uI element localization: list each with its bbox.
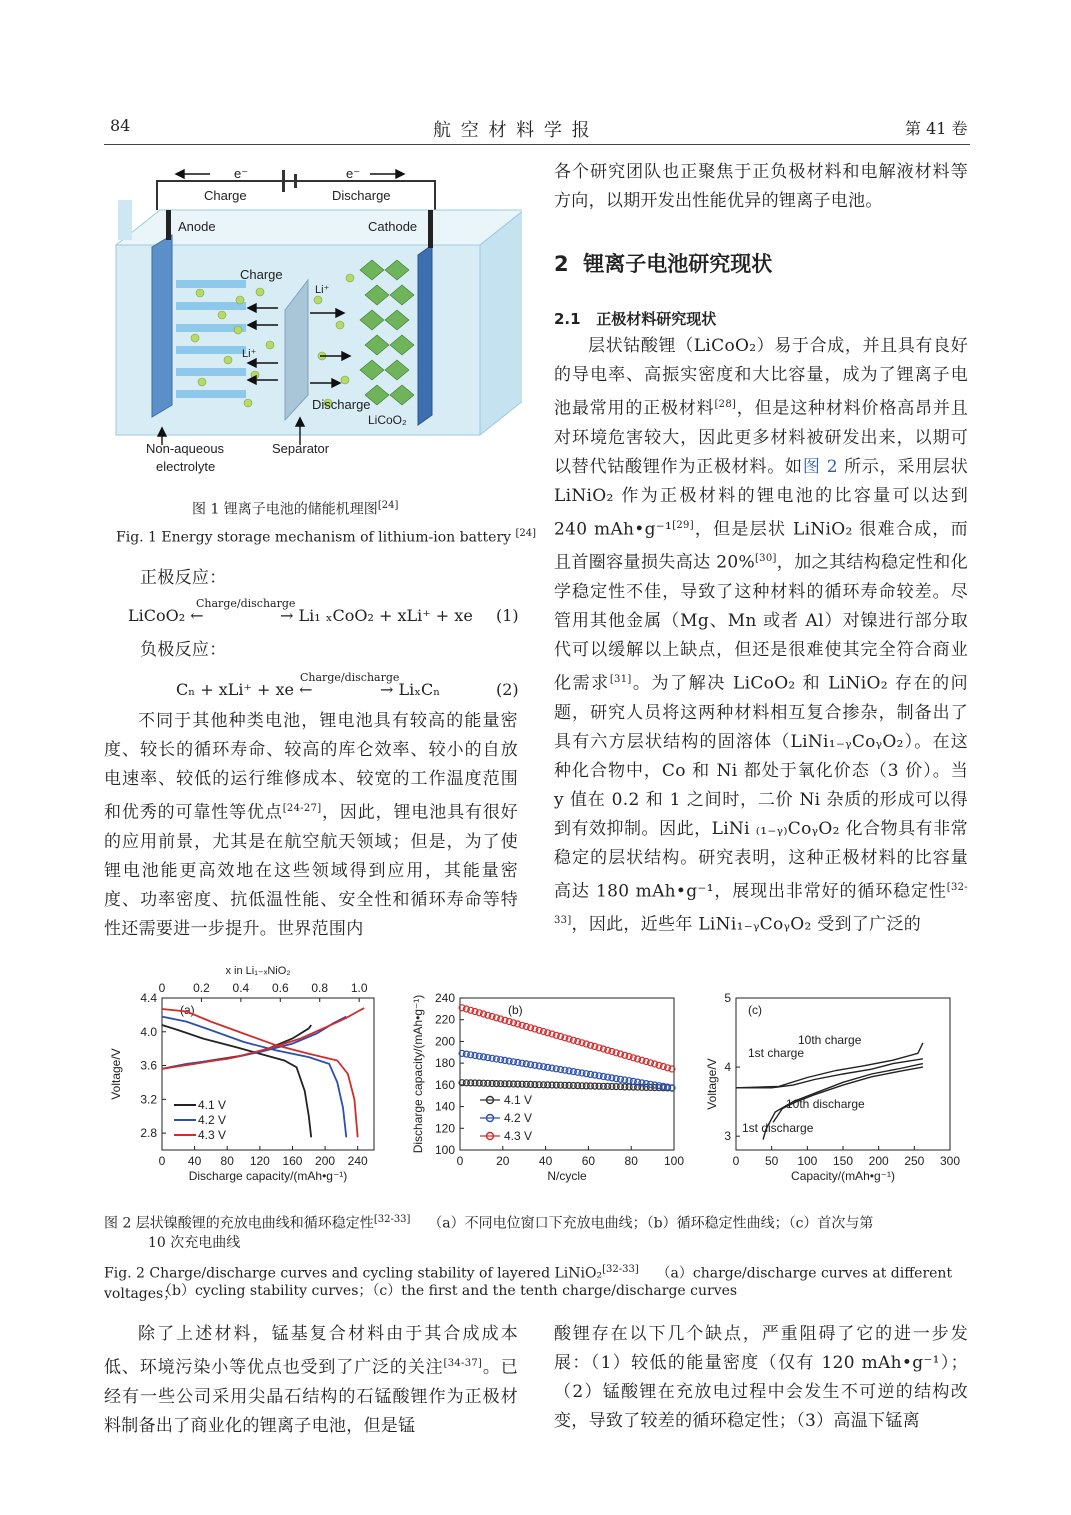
figure2-caption-en-line2: （b）cycling stability curves；（c）the first and the tenth charge/discharge curves — [158, 1283, 738, 1299]
right-paragraph: 层状钴酸锂（LiCoO₂）易于合成，并且具有良好的导电率、高振实密度和大比容量，成为了锂离子电池最常用的正极材料[28]，但是这种材料价格高昂并且对环境危害较大，因此更多材料被研发出来，以期可以替代钴酸锂作为正极材料。如图 2 所示，采用层状 LiNiO₂ 作为正极材料的锂电池的比容量可以达到 240 mAh•g⁻¹[29]，但是层状 LiNiO₂ 很难合成，而且首圈容量损失高达 20%[30]，加之其结构稳定性和化学稳定性不佳，导致了这种材料的循环寿命较差。尽管用其他金属（Mg、Mn 或者 Al）对镍进行部分取代可以缓解以上缺点，但还是很难使其完全符合商业化需求[31]。为了解决 LiCoO₂ 和 LiNiO₂ 存在的问题，研究人员将这两种材料相互复合掺杂，制备出了具有六方层状结构的固溶体（LiNi₁₋ᵧCoᵧO₂）。在这种化合物中，Co 和 Ni 都处于氧化价态（3 价）。当 y 值在 0.2 和 1 之间时，二价 Ni 杂质的形成可以得到有效抑制。因此，LiNi ₍₁₋ᵧ₎CoᵧO₂ 化合物具有非常稳定的层状结构。研究表明，这种正极材料的比容量高达 180 mAh•g⁻¹，展现出非常好的循环稳定性[32-33]，因此，近些年 LiNi₁₋ᵧCoᵧO₂ 受到了广泛的 — [554, 336, 968, 935]
equation-2-over: Charge/discharge — [300, 671, 400, 684]
fig1-charge-inner: Charge — [240, 267, 283, 282]
legend-label: 4.1 V — [504, 1093, 533, 1107]
equation-2-rhs: → LiₓCₙ — [380, 680, 441, 699]
journal-title: 航 空 材 料 学 报 — [433, 120, 592, 141]
y-axis-label: Voltage/V — [109, 1048, 123, 1100]
header-rule — [104, 144, 970, 145]
legend-label: 4.2 V — [504, 1111, 533, 1125]
top-tick-label: 0.6 — [271, 981, 289, 995]
equation-2-lhs: Cₙ + xLi⁺ + xe ← — [176, 680, 313, 699]
y-tick-label: 3.6 — [140, 1058, 157, 1073]
left-paragraph-1: 不同于其他种类电池，锂电池具有较高的能量密度、较长的循环寿命、较高的库仑效率、较小的自放电速率、较低的运行维修成本、较宽的工作温度范围和优秀的可靠性等优点[24-27]，因此，锂电池具有很好的应用前景，尤其是在航空航天领域；但是，为了使锂电池能更高效地在这些领域得到应用，其能量密度、功率密度、抗低温性能、安全性和循环寿命等特性还需要进一步提升。世界范围内 — [104, 711, 518, 939]
y-tick-label: 2.8 — [140, 1126, 157, 1141]
x-tick-label: 200 — [868, 1154, 889, 1168]
x-tick-label: 200 — [315, 1154, 336, 1168]
fig1-electrolyte-2: electrolyte — [156, 459, 216, 474]
annotation-label: 10th charge — [798, 1033, 862, 1047]
fig1-e-right: e⁻ — [346, 166, 361, 181]
fig1-li-right: Li⁺ — [315, 284, 330, 296]
x-tick-label: 60 — [581, 1154, 596, 1168]
series-line — [773, 1067, 923, 1122]
x-tick-label: 0 — [158, 1154, 166, 1168]
x-axis-label: N/cycle — [547, 1169, 587, 1183]
panel-label: (c) — [748, 1003, 762, 1017]
annotation-label: 10th discharge — [786, 1097, 865, 1111]
right-intro: 各个研究团队也正聚焦于正负极材料和电解液材料等方向，以期开发出性能优异的锂离子电池。 — [554, 162, 968, 211]
plot-frame — [460, 998, 674, 1150]
x-tick-label: 100 — [663, 1154, 685, 1168]
fig1-electrolyte-1: Non-aqueous — [146, 441, 225, 456]
x-tick-label: 40 — [538, 1154, 553, 1168]
volume-label: 第 41 卷 — [905, 119, 968, 138]
y-tick-label: 4.0 — [140, 1024, 157, 1039]
plot-frame — [162, 998, 374, 1150]
x-tick-label: 0 — [732, 1154, 740, 1168]
figure-2-link[interactable]: 图 2 — [802, 456, 838, 477]
y-tick-label: 3 — [724, 1129, 731, 1144]
top-tick-label: 0.2 — [193, 981, 210, 995]
x-tick-label: 20 — [496, 1154, 510, 1168]
x-tick-label: 150 — [832, 1154, 854, 1168]
page-number: 84 — [110, 116, 131, 135]
legend-label: 4.2 V — [198, 1113, 227, 1127]
chart-panel-b — [411, 991, 684, 1183]
y-tick-label: 5 — [724, 991, 731, 1005]
y-tick-label: 4 — [724, 1060, 731, 1075]
subsection-heading: 2.1 正极材料研究现状 — [554, 310, 717, 328]
panel-label: (a) — [180, 1003, 195, 1017]
section-heading: 2 锂离子电池研究现状 — [554, 252, 773, 276]
x-tick-label: 80 — [624, 1154, 638, 1168]
y-tick-label: 200 — [434, 1034, 455, 1049]
equation-1-number: (1) — [496, 606, 519, 625]
y-tick-label: 220 — [434, 1012, 455, 1027]
cathode-reaction-label: 正极反应： — [140, 568, 227, 588]
figure2-charts — [104, 960, 970, 1200]
y-tick-label: 120 — [434, 1121, 455, 1136]
x-tick-label: 120 — [249, 1154, 270, 1168]
y-tick-label: 160 — [434, 1077, 455, 1092]
fig1-anode: Anode — [178, 219, 216, 234]
fig1-licoo2: LiCoO₂ — [368, 413, 407, 427]
equation-1-over: Charge/discharge — [196, 597, 296, 610]
equation-1-lhs: LiCoO₂ ← — [128, 606, 204, 625]
fig1-cathode: Cathode — [368, 219, 418, 234]
chart-panel-c — [705, 991, 960, 1183]
legend-label: 4.1 V — [198, 1098, 227, 1112]
top-tick-label: 0.8 — [311, 981, 329, 995]
bottom-right-paragraph: 酸锂存在以下几个缺点，严重阻碍了它的进一步发展：（1）较低的能量密度（仅有 120 mAh•g⁻¹）；（2）锰酸锂在充放电过程中会发生不可逆的结构改变，导致了较差的循环稳定性；（3）高温下锰离 — [554, 1324, 968, 1431]
x-tick-label: 100 — [797, 1154, 818, 1168]
fig1-e-left: e⁻ — [234, 166, 249, 181]
y-tick-label: 4.4 — [140, 991, 157, 1005]
x-tick-label: 50 — [764, 1154, 779, 1168]
fig1-separator: Separator — [272, 441, 330, 456]
y-tick-label: 240 — [434, 991, 455, 1005]
x-tick-label: 0 — [456, 1154, 464, 1168]
legend-label: 4.3 V — [504, 1129, 533, 1143]
fig1-charge-top: Charge — [204, 188, 247, 203]
x-tick-label: 300 — [939, 1154, 961, 1168]
annotation-label: 1st discharge — [742, 1121, 814, 1135]
y-tick-label: 180 — [434, 1056, 455, 1071]
x-axis-label: Discharge capacity/(mAh•g⁻¹) — [188, 1169, 348, 1183]
y-tick-label: 3.2 — [140, 1092, 157, 1107]
bottom-left-paragraph: 除了上述材料，锰基复合材料由于其合成成本低、环境污染小等优点也受到了广泛的关注[34-37]。已经有一些公司采用尖晶石结构的石锰酸锂作为正极材料制备出了商业化的锂离子电池，但是锰 — [104, 1324, 518, 1436]
annotation-label: 1st charge — [748, 1046, 805, 1060]
top-tick-label: 1.0 — [350, 981, 368, 995]
figure1-caption-cn: 图 1 锂离子电池的储能机理图[24] — [192, 500, 399, 518]
x-tick-label: 40 — [187, 1154, 202, 1168]
x-tick-label: 240 — [347, 1154, 368, 1168]
figure2-caption-cn: 图 2 层状镍酸锂的充放电曲线和循环稳定性[32-33] （a）不同电位窗口下充放电曲线；（b）循环稳定性曲线；（c）首次与第 — [104, 1214, 874, 1232]
chart-panel-a — [109, 965, 374, 1183]
y-tick-label: 140 — [434, 1099, 455, 1114]
figure1-caption-en: Fig. 1 Energy storage mechanism of lithium-ion battery [24] — [116, 528, 537, 546]
x-tick-label: 250 — [904, 1154, 925, 1168]
equation-1-rhs: → Li₁ ₓCoO₂ + xLi⁺ + xe — [280, 606, 473, 625]
legend-label: 4.3 V — [198, 1128, 227, 1142]
series-line — [736, 1059, 923, 1088]
top-axis-label: x in Li₁₋ₓNiO₂ — [225, 965, 291, 977]
anode-reaction-label: 负极反应： — [140, 640, 227, 660]
figure1-battery-diagram — [110, 160, 522, 480]
top-tick-label: 0 — [158, 981, 166, 995]
fig1-discharge-inner: Discharge — [312, 397, 371, 412]
x-tick-label: 160 — [282, 1154, 303, 1168]
x-tick-label: 80 — [220, 1154, 234, 1168]
equation-2-number: (2) — [496, 680, 519, 699]
x-axis-label: Capacity/(mAh•g⁻¹) — [791, 1169, 895, 1183]
top-tick-label: 0.4 — [232, 981, 250, 995]
y-tick-label: 100 — [434, 1143, 455, 1157]
fig1-li-left: Li⁺ — [242, 348, 257, 360]
y-axis-label: Voltage/V — [705, 1058, 719, 1110]
panel-label: (b) — [508, 1003, 523, 1017]
figure2-caption-en: Fig. 2 Charge/discharge curves and cycling stability of layered LiNiO₂[32-33] （a）charge/discharge curves at different voltages； — [104, 1264, 953, 1302]
series-discharge-line — [162, 1009, 358, 1137]
figure2-caption-cn-line2: 10 次充电曲线 — [148, 1235, 241, 1251]
y-axis-label: Discharge capacity/(mAh•g⁻¹) — [411, 994, 425, 1154]
fig1-discharge-top: Discharge — [332, 188, 391, 203]
